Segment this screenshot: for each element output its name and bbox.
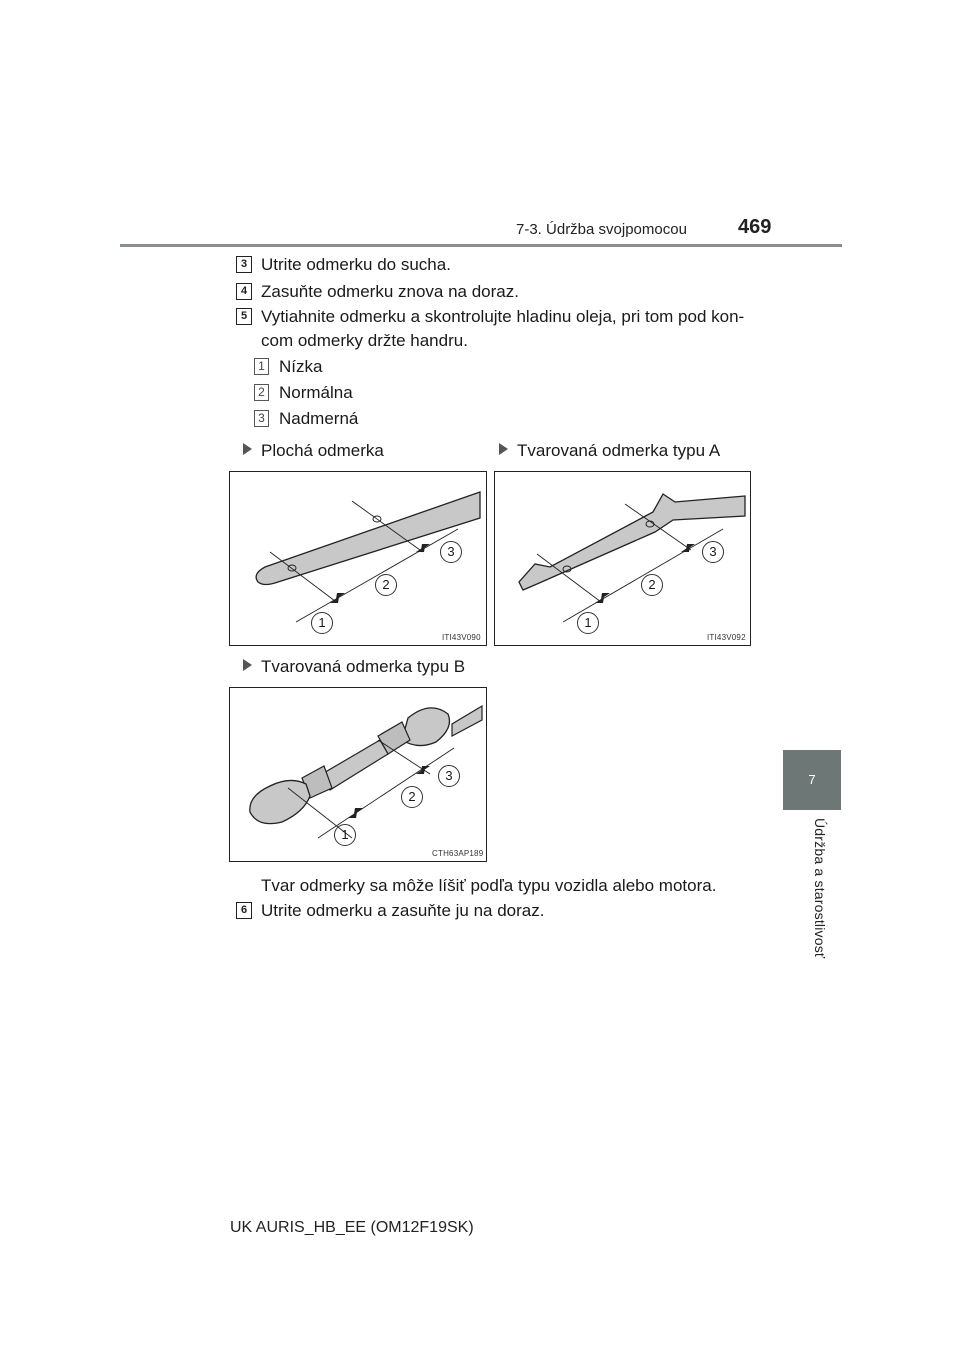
callout-1-low: 1 bbox=[577, 612, 599, 634]
triangle-bullet-icon bbox=[243, 659, 252, 671]
level-badge-3: 3 bbox=[254, 410, 269, 427]
figure-heading-type-a-text: Tvarovaná odmerka typu A bbox=[517, 441, 721, 460]
step-3-text: Utrite odmerku do sucha. bbox=[261, 255, 451, 274]
section-title: 7-3. Údržba svojpomocou bbox=[516, 221, 687, 238]
figure-code: ITI43V092 bbox=[707, 633, 746, 642]
figure-type-a-dipstick bbox=[494, 471, 751, 646]
figure-type-b-dipstick bbox=[229, 687, 487, 862]
callout-2-normal: 2 bbox=[401, 786, 423, 808]
chapter-number: 7 bbox=[808, 772, 816, 787]
header-divider bbox=[120, 244, 842, 247]
figure-code: ITI43V090 bbox=[442, 633, 481, 642]
level-badge-2: 2 bbox=[254, 384, 269, 401]
step-badge-6: 6 bbox=[236, 902, 252, 919]
triangle-bullet-icon bbox=[243, 443, 252, 455]
page-number: 469 bbox=[738, 216, 772, 238]
figure-heading-flat bbox=[243, 439, 384, 462]
step-6-text: Utrite odmerku a zasuňte ju na doraz. bbox=[261, 901, 545, 920]
step-badge-5: 5 bbox=[236, 308, 252, 325]
dipstick-shape-note: Tvar odmerky sa môže líšiť podľa typu vozidla alebo motora. bbox=[261, 876, 717, 895]
step-5-text-line1: Vytiahnite odmerku a skontrolujte hladinu oleja, pri tom pod kon- bbox=[261, 307, 745, 326]
figure-heading-flat-text: Plochá odmerka bbox=[261, 441, 384, 460]
callout-2-normal: 2 bbox=[641, 574, 663, 596]
step-5-text-line2: com odmerky držte handru. bbox=[261, 331, 468, 350]
figure-code: CTH63AP189 bbox=[432, 849, 484, 858]
figure-heading-type-a bbox=[499, 439, 720, 462]
callout-2-normal: 2 bbox=[375, 574, 397, 596]
step-badge-3: 3 bbox=[236, 256, 252, 273]
step-4-text: Zasuňte odmerku znova na doraz. bbox=[261, 282, 519, 301]
callout-1-low: 1 bbox=[334, 824, 356, 846]
callout-3-excess: 3 bbox=[702, 541, 724, 563]
figure-heading-type-b bbox=[243, 655, 465, 678]
callout-3-excess: 3 bbox=[438, 765, 460, 787]
callout-1-low: 1 bbox=[311, 612, 333, 634]
level-badge-1: 1 bbox=[254, 358, 269, 375]
chapter-tab bbox=[783, 750, 841, 810]
level-label-excess: Nadmerná bbox=[279, 409, 359, 428]
figure-heading-type-b-text: Tvarovaná odmerka typu B bbox=[261, 657, 466, 676]
triangle-bullet-icon bbox=[499, 443, 508, 455]
manual-code-footer: UK AURIS_HB_EE (OM12F19SK) bbox=[230, 1219, 474, 1236]
step-badge-4: 4 bbox=[236, 283, 252, 300]
level-label-normal: Normálna bbox=[279, 383, 353, 402]
figure-flat-dipstick bbox=[229, 471, 487, 646]
callout-3-excess: 3 bbox=[440, 541, 462, 563]
level-label-low: Nízka bbox=[279, 357, 323, 376]
chapter-title: Údržba a starostlivosť bbox=[812, 818, 828, 959]
